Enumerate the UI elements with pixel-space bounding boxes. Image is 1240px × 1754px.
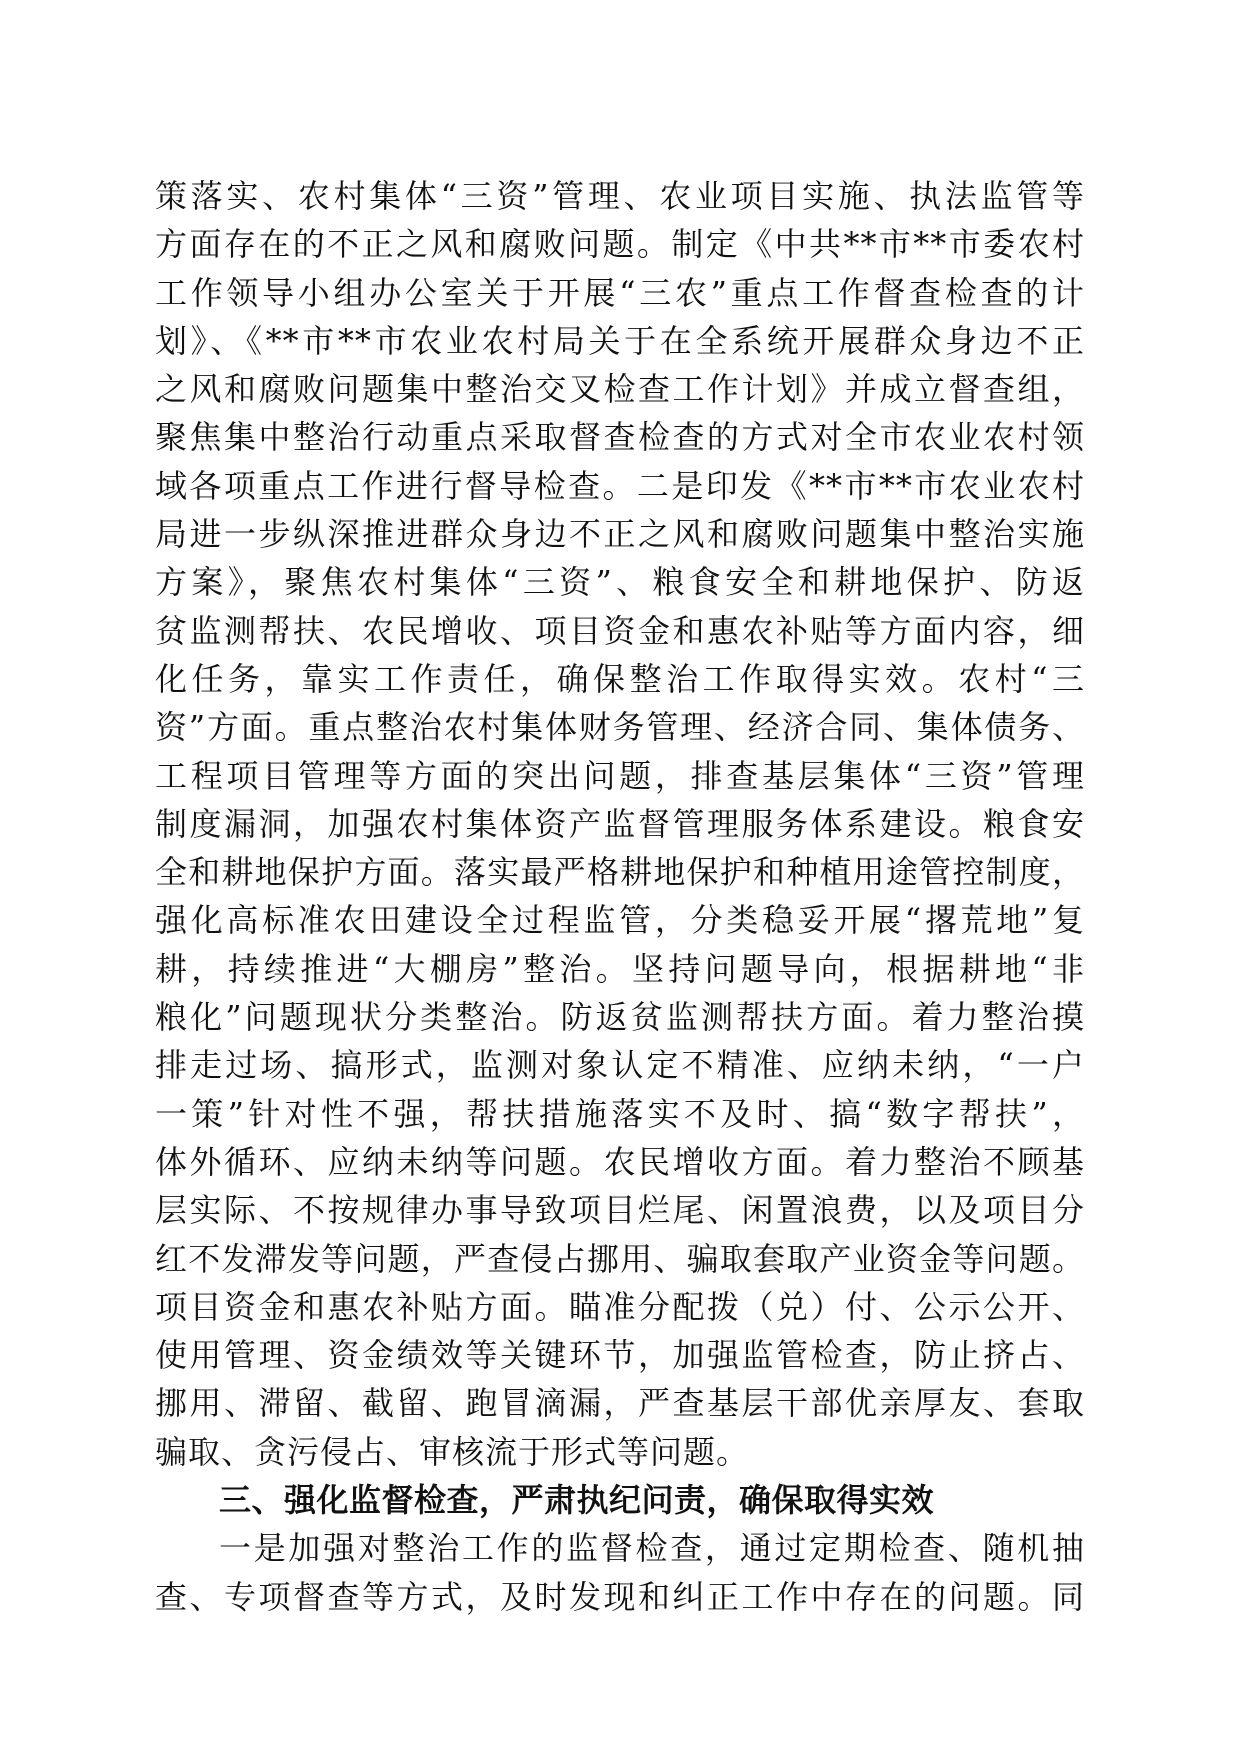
body-line: 耕，持续推进“大棚房”整治。坚持问题导向，根据耕地“非 (155, 949, 1085, 988)
body-line: 全和耕地保护方面。落实最严格耕地保护和种植用途管控制度， (155, 853, 1085, 892)
body-line: 骗取、贪污侵占、审核流于形式等问题。 (155, 1432, 750, 1471)
body-line: 体外循环、应纳未纳等问题。农民增收方面。着力整治不顾基 (155, 1142, 1085, 1181)
body-line: 查、专项督查等方式，及时发现和纠正工作中存在的问题。同 (155, 1577, 1085, 1616)
body-line: 方面存在的不正之风和腐败问题。制定《中共**市**市委农村 (155, 225, 1085, 264)
body-line: 层实际、不按规律办事导致项目烂尾、闲置浪费，以及项目分 (155, 1191, 1085, 1230)
body-line: 项目资金和惠农补贴方面。瞄准分配拨（兑）付、公示公开、 (155, 1287, 1085, 1326)
body-line: 制度漏洞，加强农村集体资产监督管理服务体系建设。粮食安 (155, 804, 1085, 843)
section-heading: 三、强化监督检查，严肃执纪问责，确保取得实效 (219, 1481, 935, 1520)
body-line: 资”方面。重点整治农村集体财务管理、经济合同、集体债务、 (155, 708, 1085, 747)
body-line: 工程项目管理等方面的突出问题，排查基层集体“三资”管理 (155, 756, 1085, 795)
body-line: 强化高标准农田建设全过程监管，分类稳妥开展“撂荒地”复 (155, 901, 1085, 940)
body-line: 使用管理、资金绩效等关键环节，加强监管检查，防止挤占、 (155, 1336, 1085, 1375)
body-line: 化任务，靠实工作责任，确保整治工作取得实效。农村“三 (155, 659, 1085, 698)
body-line: 粮化”问题现状分类整治。防返贫监测帮扶方面。着力整治摸 (155, 998, 1085, 1037)
body-line: 挪用、滞留、截留、跑冒滴漏，严查基层干部优亲厚友、套取 (155, 1384, 1085, 1423)
body-line: 贫监测帮扶、农民增收、项目资金和惠农补贴等方面内容，细 (155, 611, 1085, 650)
body-line: 划》、《**市**市农业农村局关于在全系统开展群众身边不正 (155, 321, 1085, 360)
body-line: 一是加强对整治工作的监督检查，通过定期检查、随机抽 (219, 1529, 1085, 1568)
body-line: 局进一步纵深推进群众身边不正之风和腐败问题集中整治实施 (155, 515, 1085, 554)
body-line: 域各项重点工作进行督导检查。二是印发《**市**市农业农村 (155, 466, 1085, 505)
body-line: 一策”针对性不强，帮扶措施落实不及时、搞“数字帮扶”， (155, 1094, 1085, 1133)
body-line: 方案》，聚焦农村集体“三资”、粮食安全和耕地保护、防返 (155, 563, 1085, 602)
body-line: 之风和腐败问题集中整治交叉检查工作计划》并成立督查组， (155, 370, 1085, 409)
body-line: 排走过场、搞形式，监测对象认定不精准、应纳未纳，“一户 (155, 1046, 1085, 1085)
document-body (155, 172, 1085, 1621)
body-line: 策落实、农村集体“三资”管理、农业项目实施、执法监管等 (155, 177, 1085, 215)
body-line: 工作领导小组办公室关于开展“三农”重点工作督查检查的计 (155, 273, 1085, 312)
body-line: 红不发滞发等问题，严查侵占挪用、骗取套取产业资金等问题。 (155, 1239, 1085, 1278)
body-line: 聚焦集中整治行动重点采取督查检查的方式对全市农业农村领 (155, 418, 1085, 457)
